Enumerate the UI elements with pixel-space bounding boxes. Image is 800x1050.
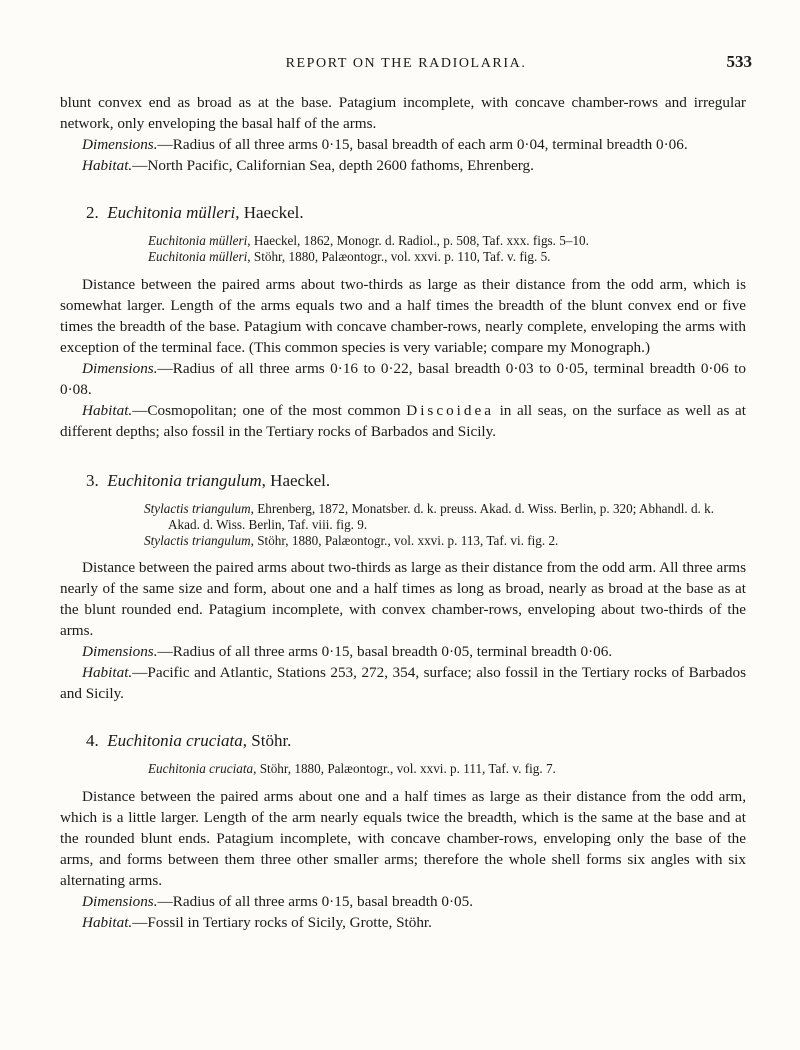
species-entry-2	[60, 202, 746, 442]
intro-dimensions: Dimensions.—Radius of all three arms 0·15, basal breadth of each arm 0·04, terminal breadth 0·06.	[82, 136, 688, 153]
species-heading: 2. Euchitonia mülleri, Haeckel.	[86, 203, 304, 222]
species-description: Distance between the paired arms about two-thirds as large as their distance from the odd arm. All three arms nearly of the same size and form, about one and a half times as long as broad, nearly as broad at the base as at the blunt rounded end. Patagium incomplete, with convex chamber-rows, enveloping about two-thirds of the arms.	[60, 559, 746, 639]
species-description: Distance between the paired arms about one and a half times as large as their distance from the odd arm, which is a little larger. Length of the arm nearly equals twice the breadth, which is the same at the base and at the rounded blunt ends. Patagium incomplete, with concave chamber-rows, enveloping only the base of the arms, and forms between them three other smaller arms; therefore the whole shell forms six angles with six alternating arms.	[60, 788, 746, 889]
synonym-line: Euchitonia mülleri, Stöhr, 1880, Palæontogr., vol. xxvi. p. 110, Taf. v. fig. 5.	[148, 249, 551, 264]
page-body	[60, 92, 746, 933]
species-dimensions: Dimensions.—Radius of all three arms 0·15, basal breadth 0·05.	[82, 893, 473, 910]
species-dimensions: Dimensions.—Radius of all three arms 0·15, basal breadth 0·05, terminal breadth 0·06.	[82, 643, 613, 660]
species-dimensions: Dimensions.—Radius of all three arms 0·16 to 0·22, basal breadth 0·03 to 0·05, terminal breadth 0·06 to 0·08.	[60, 360, 746, 398]
species-description: Distance between the paired arms about two-thirds as large as their distance from the odd arm, which is somewhat larger. Length of the arms equals two and a half times the breadth of the blunt convex end or five times the breadth of the base. Patagium with concave chamber-rows, nearly complete, enveloping the arms with exception of the terminal face. (This common species is very variable; compare my Monograph.)	[60, 276, 746, 356]
synonymy-block	[144, 501, 746, 549]
species-heading: 4. Euchitonia cruciata, Stöhr.	[86, 731, 292, 750]
synonym-line: Stylactis triangulum, Ehrenberg, 1872, Monatsber. d. k. preuss. Akad. d. Wiss. Berlin, p. 320; Abhandl. d. k. Akad. d. Wiss. Berlin, Taf. viii. fig. 9.	[144, 501, 715, 532]
synonym-line: Euchitonia mülleri, Haeckel, 1862, Monogr. d. Radiol., p. 508, Taf. xxx. figs. 5–10.	[148, 233, 589, 248]
synonym-line: Stylactis triangulum, Stöhr, 1880, Palæontogr., vol. xxvi. p. 113, Taf. vi. fig. 2.	[144, 533, 559, 548]
species-entry-4	[60, 730, 746, 933]
species-habitat: Habitat.—Cosmopolitan; one of the most common Discoidea in all seas, on the surface as well as at different depths; also fossil in the Tertiary rocks of Barbados and Sicily.	[60, 402, 746, 440]
intro-habitat: Habitat.—North Pacific, Californian Sea, depth 2600 fathoms, Ehrenberg.	[82, 157, 534, 174]
running-title: REPORT ON THE RADIOLARIA.	[285, 56, 527, 71]
synonym-line: Euchitonia cruciata, Stöhr, 1880, Palæontogr., vol. xxvi. p. 111, Taf. v. fig. 7.	[148, 761, 556, 776]
running-header	[60, 52, 752, 76]
species-habitat: Habitat.—Pacific and Atlantic, Stations 253, 272, 354, surface; also fossil in the Tertiary rocks of Barbados and Sicily.	[60, 664, 746, 702]
species-habitat: Habitat.—Fossil in Tertiary rocks of Sicily, Grotte, Stöhr.	[82, 914, 432, 931]
synonymy-block	[148, 761, 746, 777]
intro-description: blunt convex end as broad as at the base. Patagium incomplete, with concave chamber-rows and irregular network, only enveloping the basal half of the arms.	[60, 94, 746, 132]
species-heading: 3. Euchitonia triangulum, Haeckel.	[86, 471, 331, 490]
species-entry-3	[60, 470, 746, 704]
synonymy-block	[148, 233, 746, 265]
page-number: 533	[726, 52, 752, 71]
